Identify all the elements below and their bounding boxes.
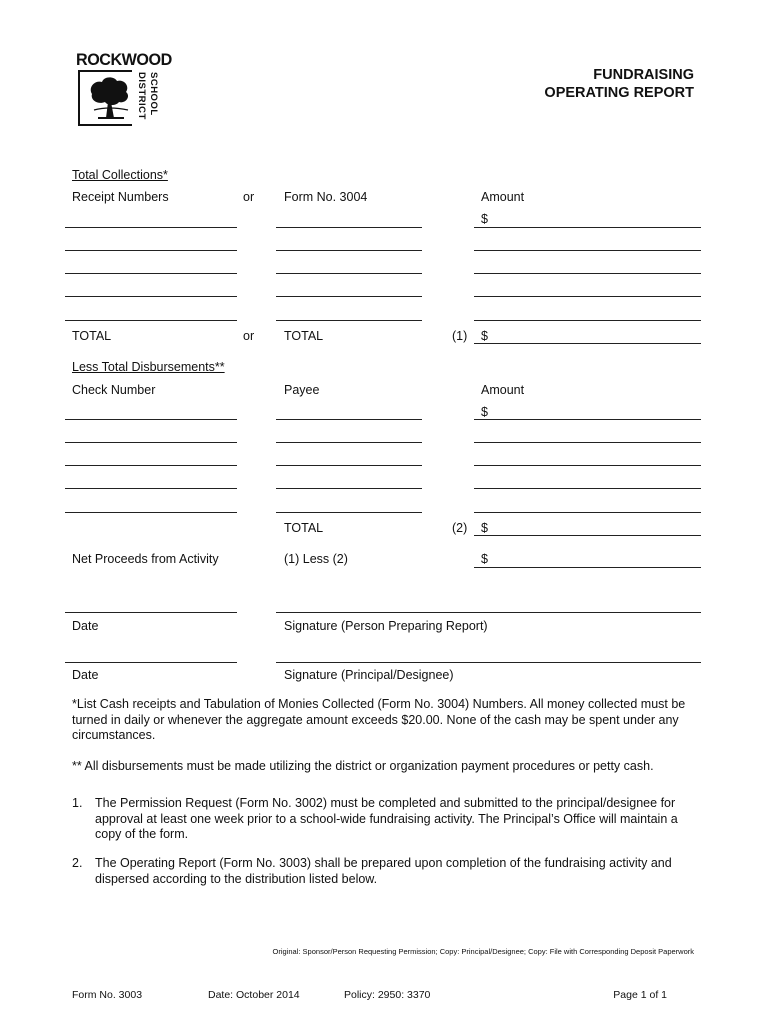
disbursements-total-label: TOTAL [284, 521, 324, 535]
net-proceeds-line[interactable] [474, 567, 701, 568]
disb-amount-line[interactable] [474, 419, 701, 420]
item-1-text: The Permission Request (Form No. 3002) must be completed and submitted to the principal/designee for approval at least one week prior to a school-wide fundraising activity. The Principal’s Office will maintain a copy of the form. [95, 796, 678, 841]
date-label-2: Date [72, 668, 99, 682]
note-cash-receipts: *List Cash receipts and Tabulation of Monies Collected (Form No. 3004) Numbers. All money collected must be turned in daily or whenever the aggregate amount exceeds $20.00. None of the cash may be spent under any circumstances. [72, 697, 686, 742]
net-proceeds-label: Net Proceeds from Activity [72, 552, 219, 566]
check-line[interactable] [65, 512, 237, 513]
date-line-2[interactable] [65, 662, 237, 663]
item-2-number: 2. [72, 856, 83, 870]
disb-amount-header: Amount [481, 383, 525, 397]
tree-icon [84, 72, 134, 122]
report-title [544, 66, 694, 102]
payee-line[interactable] [276, 442, 422, 443]
form-line[interactable] [276, 250, 422, 251]
note-disbursements: ** All disbursements must be made utilizing the district or organization payment procedures or petty cash. [72, 759, 654, 773]
logo-school-word: SCHOOL [148, 72, 159, 116]
disbursements-total-line[interactable] [474, 535, 701, 536]
disb-dollar-sign: $ [481, 405, 488, 419]
date-label-1: Date [72, 619, 99, 633]
disb-amount-line[interactable] [474, 488, 701, 489]
receipt-line[interactable] [65, 227, 237, 228]
payee-line[interactable] [276, 512, 422, 513]
amount-line[interactable] [474, 320, 701, 321]
marker-1: (1) [452, 329, 468, 343]
district-logo [76, 50, 172, 126]
form-total-label: TOTAL [284, 329, 324, 343]
payee-header: Payee [284, 383, 320, 397]
footer-date: Date: October 2014 [208, 989, 300, 1001]
footer-policy: Policy: 2950: 3370 [344, 989, 431, 1001]
amount-line[interactable] [474, 250, 701, 251]
title-line-2: OPERATING REPORT [544, 85, 694, 101]
check-line[interactable] [65, 442, 237, 443]
marker-2: (2) [452, 521, 468, 535]
footer-page: Page 1 of 1 [613, 989, 667, 1001]
signature-label-1: Signature (Person Preparing Report) [284, 619, 488, 633]
form-line[interactable] [276, 296, 422, 297]
receipt-line[interactable] [65, 250, 237, 251]
net-formula: (1) Less (2) [284, 552, 348, 566]
disbursements-heading: Less Total Disbursements** [72, 360, 225, 374]
form-line[interactable] [276, 320, 422, 321]
collections-total-line[interactable] [474, 343, 701, 344]
payee-line[interactable] [276, 419, 422, 420]
disb-amount-line[interactable] [474, 442, 701, 443]
receipt-numbers-header: Receipt Numbers [72, 190, 169, 204]
amount-line[interactable] [474, 273, 701, 274]
disbursements-total-dollar: $ [481, 521, 488, 535]
net-dollar: $ [481, 552, 488, 566]
date-line-1[interactable] [65, 612, 237, 613]
footer-form-number: Form No. 3003 [72, 989, 143, 1001]
amount-header: Amount [481, 190, 525, 204]
disb-amount-line[interactable] [474, 512, 701, 513]
receipt-line[interactable] [65, 320, 237, 321]
signature-label-2: Signature (Principal/Designee) [284, 668, 454, 682]
form-line[interactable] [276, 273, 422, 274]
collections-total-dollar: $ [481, 329, 488, 343]
check-line[interactable] [65, 419, 237, 420]
collections-heading: Total Collections* [72, 168, 168, 182]
check-number-header: Check Number [72, 383, 156, 397]
logo-district-word: DISTRICT [136, 72, 147, 120]
distribution-list: Original: Sponsor/Person Requesting Permission; Copy: Principal/Designee; Copy: File with Corresponding Deposit Paperwork [272, 947, 694, 956]
form-3004-header: Form No. 3004 [284, 190, 368, 204]
amount-line[interactable] [474, 296, 701, 297]
title-line-1: FUNDRAISING [593, 67, 694, 83]
or-label: or [243, 190, 255, 204]
signature-line-1[interactable] [276, 612, 701, 613]
item-1-number: 1. [72, 796, 83, 810]
dollar-sign: $ [481, 212, 488, 226]
item-2-text: The Operating Report (Form No. 3003) shall be prepared upon completion of the fundraising activity and dispersed according to the distribution listed below. [95, 856, 672, 886]
disb-amount-line[interactable] [474, 465, 701, 466]
total-or-label: or [243, 329, 255, 343]
check-line[interactable] [65, 488, 237, 489]
payee-line[interactable] [276, 488, 422, 489]
check-line[interactable] [65, 465, 237, 466]
receipt-line[interactable] [65, 296, 237, 297]
form-line[interactable] [276, 227, 422, 228]
signature-line-2[interactable] [276, 662, 701, 663]
payee-line[interactable] [276, 465, 422, 466]
amount-line[interactable] [474, 227, 701, 228]
logo-name: ROCKWOOD [76, 50, 172, 69]
collections-total-label: TOTAL [72, 329, 112, 343]
receipt-line[interactable] [65, 273, 237, 274]
